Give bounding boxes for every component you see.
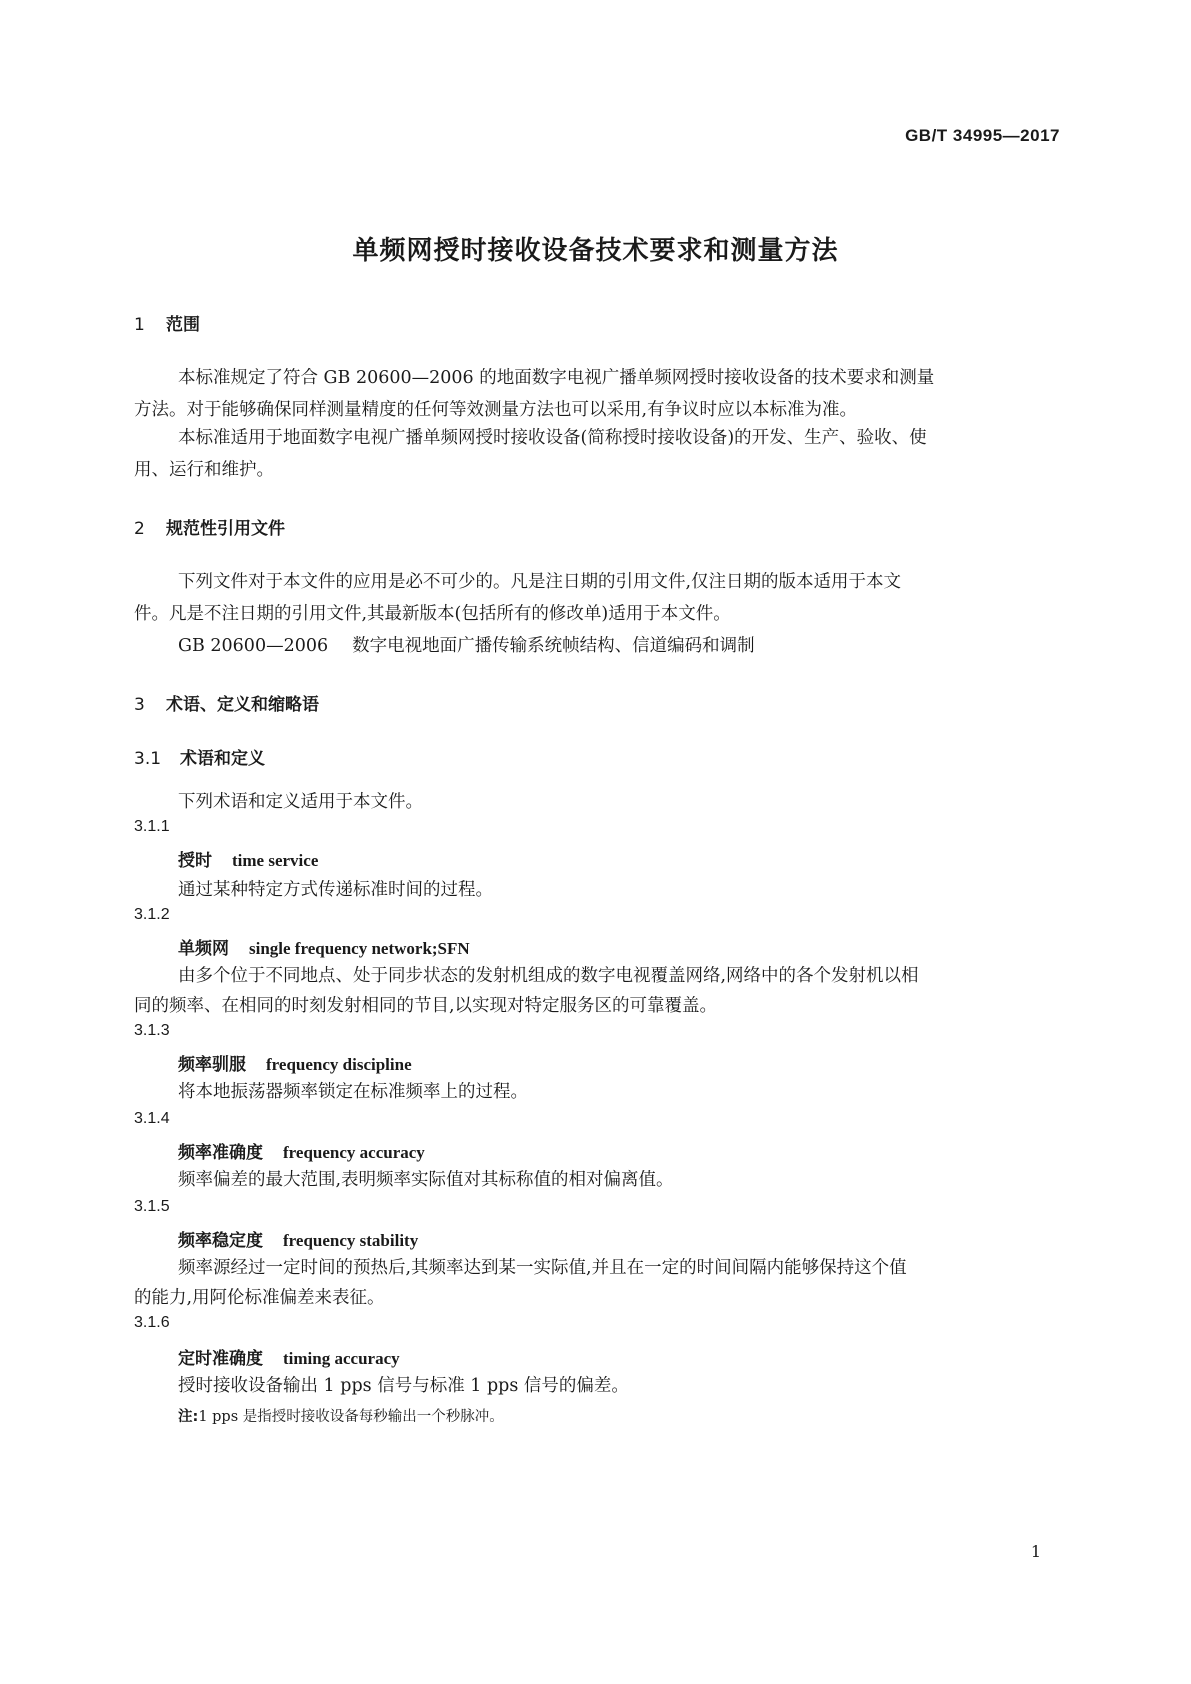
term-en: frequency stability bbox=[283, 1231, 419, 1250]
page-number: 1 bbox=[1030, 1542, 1041, 1561]
reference-title: 数字电视地面广播传输系统帧结构、信道编码和调制 bbox=[352, 636, 755, 656]
term-entry bbox=[178, 934, 470, 959]
term-entry bbox=[178, 846, 318, 871]
term-number: 3.1.6 bbox=[134, 1314, 170, 1331]
term-en: frequency accuracy bbox=[283, 1143, 425, 1162]
terms-intro: 下列术语和定义适用于本文件。 bbox=[178, 792, 423, 812]
text-line: 件。凡是不注日期的引用文件,其最新版本(包括所有的修改单)适用于本文件。 bbox=[134, 604, 731, 624]
term-zh: 单频网 bbox=[178, 939, 229, 959]
term-en: time service bbox=[232, 851, 319, 870]
text-line: 本标准规定了符合 GB 20600—2006 的地面数字电视广播单频网授时接收设备的技术要求和测量 bbox=[178, 368, 935, 388]
section-heading-1 bbox=[134, 310, 200, 335]
term-entry bbox=[178, 1226, 418, 1251]
section-heading-2 bbox=[134, 514, 285, 539]
note-text: 1 pps 是指授时接收设备每秒输出一个秒脉冲。 bbox=[198, 1409, 504, 1425]
term-definition: 将本地振荡器频率锁定在标准频率上的过程。 bbox=[178, 1082, 528, 1102]
section-title: 术语和定义 bbox=[180, 749, 265, 769]
term-zh: 授时 bbox=[178, 851, 212, 871]
term-number: 3.1.4 bbox=[134, 1110, 170, 1127]
normative-paragraph bbox=[134, 566, 1054, 662]
section-number: 2 bbox=[134, 519, 145, 539]
section-title: 范围 bbox=[166, 315, 200, 335]
term-number: 3.1.1 bbox=[134, 818, 170, 835]
term-entry bbox=[178, 1050, 412, 1075]
term-definition: 授时接收设备输出 1 pps 信号与标准 1 pps 信号的偏差。 bbox=[178, 1376, 629, 1396]
text-line: 本标准适用于地面数字电视广播单频网授时接收设备(简称授时接收设备)的开发、生产、验收、使 bbox=[178, 428, 927, 448]
standard-number: GB/T 34995—2017 bbox=[905, 126, 1060, 145]
section-heading-3-1 bbox=[134, 744, 265, 769]
term-definition: 通过某种特定方式传递标准时间的过程。 bbox=[178, 880, 493, 900]
section-title: 规范性引用文件 bbox=[166, 519, 285, 539]
section-number: 1 bbox=[134, 315, 145, 335]
term-en: frequency discipline bbox=[266, 1055, 412, 1074]
reference-code: GB 20600—2006 bbox=[178, 636, 329, 656]
text-line: 方法。对于能够确保同样测量精度的任何等效测量方法也可以采用,有争议时应以本标准为准。 bbox=[134, 400, 858, 420]
term-en: timing accuracy bbox=[283, 1349, 400, 1368]
term-entry bbox=[178, 1138, 425, 1163]
scope-paragraph-1 bbox=[134, 362, 1054, 426]
note bbox=[178, 1405, 504, 1426]
term-zh: 频率驯服 bbox=[178, 1055, 246, 1075]
term-definition: 频率偏差的最大范围,表明频率实际值对其标称值的相对偏离值。 bbox=[178, 1170, 674, 1190]
scope-paragraph-2 bbox=[134, 422, 1054, 486]
term-en: single frequency network;SFN bbox=[249, 939, 470, 958]
term-definition: 由多个位于不同地点、处于同步状态的发射机组成的数字电视覆盖网络,网络中的各个发射机以相 bbox=[178, 966, 919, 986]
term-zh: 定时准确度 bbox=[178, 1349, 263, 1369]
term-definition: 频率源经过一定时间的预热后,其频率达到某一实际值,并且在一定的时间间隔内能够保持这个值 bbox=[178, 1258, 907, 1278]
term-entry bbox=[178, 1344, 400, 1369]
section-number: 3.1 bbox=[134, 749, 162, 769]
term-number: 3.1.5 bbox=[134, 1198, 170, 1215]
term-definition-cont: 的能力,用阿伦标准偏差来表征。 bbox=[134, 1288, 385, 1308]
document-title: 单频网授时接收设备技术要求和测量方法 bbox=[352, 236, 839, 266]
term-zh: 频率稳定度 bbox=[178, 1231, 263, 1251]
note-label: 注: bbox=[178, 1409, 199, 1425]
text-line: 下列文件对于本文件的应用是必不可少的。凡是注日期的引用文件,仅注日期的版本适用于本文 bbox=[178, 572, 902, 592]
term-definition-cont: 同的频率、在相同的时刻发射相同的节目,以实现对特定服务区的可靠覆盖。 bbox=[134, 996, 718, 1016]
section-title: 术语、定义和缩略语 bbox=[166, 695, 319, 715]
text-line: 用、运行和维护。 bbox=[134, 460, 274, 480]
term-number: 3.1.2 bbox=[134, 906, 170, 923]
term-zh: 频率准确度 bbox=[178, 1143, 263, 1163]
term-number: 3.1.3 bbox=[134, 1022, 170, 1039]
section-heading-3 bbox=[134, 690, 319, 715]
section-number: 3 bbox=[134, 695, 145, 715]
